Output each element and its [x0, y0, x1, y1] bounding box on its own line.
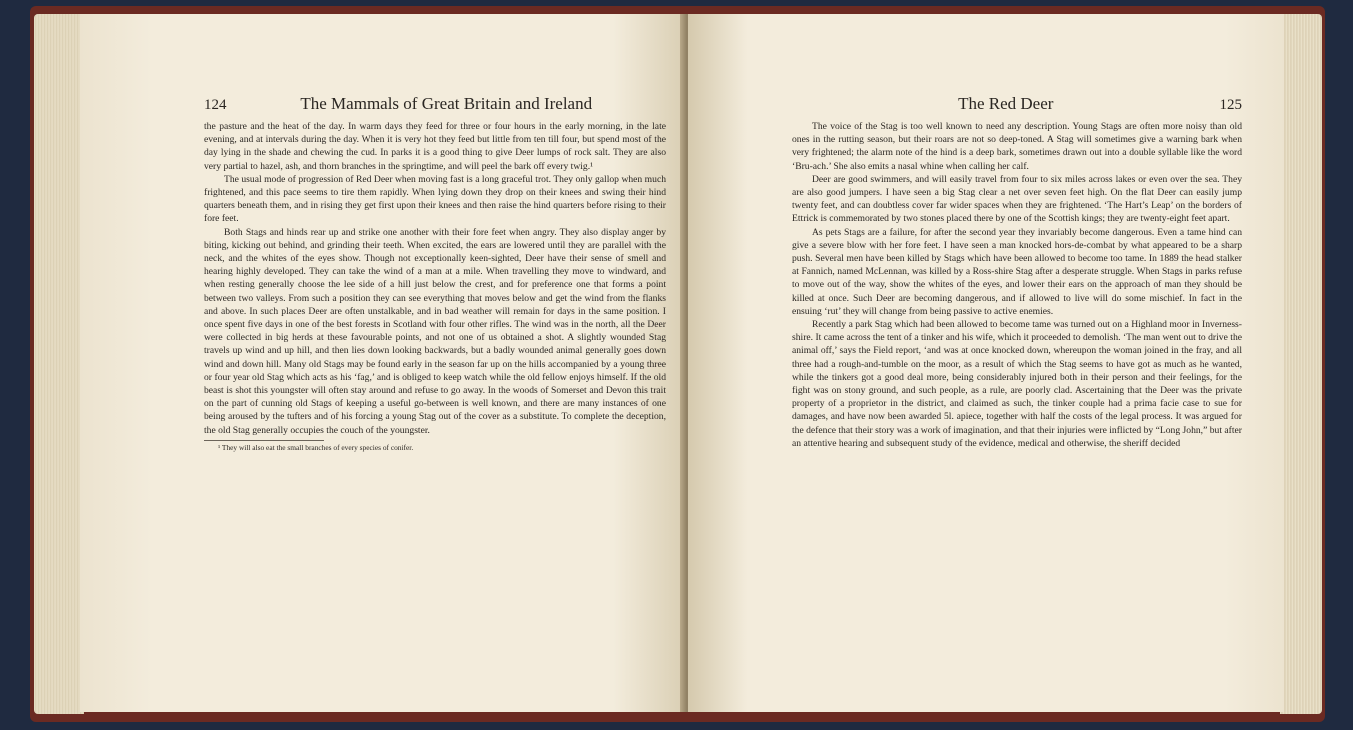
- paragraph: Both Stags and hinds rear up and strike one another with their fore feet when angry. They also display anger by biting, kicking out behind, and grinding their teeth. When excited, the ears are lowered until they are parallel with the neck, and the whites of the eyes show. Though not exceptionally keen-sighted, Deer have their sense of smell and hearing highly developed. They can take the wind of a man at a mile. When travelling they move to windward, and when resting generally choose the lee side of a hill just below the crest, and for preference one that forms a point between two valleys. From such a position they can see everything that moves below and get the wind from the flanks and above. In such places Deer are often unstalkable, and in bad weather will remain for days in the same position. I once spent five days in one of the best forests in Scotland with four other rifles. The wind was in the north, all the Deer were collected in big herds at these favourable points, and not one of us obtained a shot. A slightly wounded Stag travels up wind and up hill, and then lies down looking backwards, but a badly wounded animal generally goes down wind and down hill. Many old Stags may be found early in the season far up on the hills accompanied by a young three or four year old Stag which acts as his ‘fag,’ and is obliged to keep watch while the old fellow enjoys himself. If the old beast is shot this youngster will often stay around and refuse to go away. In the woods of Somerset and Devon this trait on the part of cunning old Stags of keeping a useful go-between is well known, and there are many instances of one being aroused by the tufters and of his forcing a young Stag out of the cover as a substitute. To complete the deception, the old Stag generally occupies the couch of the youngster.: [204, 226, 666, 436]
- footnote: ¹ They will also eat the small branches of every species of conifer.: [218, 442, 414, 452]
- running-head: The Mammals of Great Britain and Ireland: [300, 94, 593, 113]
- paragraph: Recently a park Stag which had been allowed to become tame was turned out on a Highland moor in Inverness-shire. It came across the tent of a tinker and his wife, which it proceeded to demolish. ‘The man went out to drive the animal off,’ says the Field report, ‘and was at once knocked down, whereupon the woman joined in the fray, and all three had a rough-and-tumble on the moor, as a result of which the Stag seems to have got as much as he wanted, while the tinkers got a good deal more, being considerably injured both in their person and their feelings, for the fight was on stony ground, and such people, as a rule, are poorly clad. Ascertaining that the Deer was the private property of a proprietor in the district, and claimed as such, the tinker couple had a prima facie case to sue for damages, and have now been awarded 5l. apiece, together with half the costs of the legal process. It was argued for the defence that their story was a work of imagination, and that their injuries were inflicted by “Long John,” but after an attentive hearing and subsequent study of the evidence, medical and otherwise, the sheriff decided: [792, 319, 1242, 449]
- paragraph: Deer are good swimmers, and will easily travel from four to six miles across lakes or even over the sea. They are also good jumpers. I have seen a big Stag clear a net over seven feet high. On the flat Deer can easily jump twenty feet, and can doubtless cover far wider spaces when they are frightened. ‘The Hart’s Leap’ on the borders of Ettrick is commemorated by two stones placed there by one of the Scottish kings; they are twenty-eight feet apart.: [792, 173, 1242, 225]
- right-page-body: [792, 120, 1242, 450]
- page-edges-left: [34, 14, 84, 714]
- footnote-rule: [204, 440, 324, 441]
- paragraph: the pasture and the heat of the day. In warm days they feed for three or four hours in the early morning, in the late evening, and at intervals during the day. When it is very hot they feed but little from ten till four, but spend most of the day lying in the shade and chewing the cud. In parks it is a good thing to give Deer lumps of rock salt. They are also very partial to hazel, ash, and thorn branches in the springtime, and will peel the bark off every twig.¹: [204, 121, 666, 172]
- page-number: 124: [204, 97, 227, 113]
- page-edges-right: [1280, 14, 1322, 714]
- left-page-body: [204, 120, 666, 437]
- paragraph: The voice of the Stag is too well known to need any description. Young Stags are often more noisy than old ones in the rutting season, but their roars are not so deep-toned. A Stag will sometimes give a warning bark when very frightened; the alarm note of the hind is a deep bark, sometimes drawn out into a double syllable like the word ‘Bru-ach.’ She also emits a nasal whine when calling her calf.: [792, 121, 1242, 172]
- right-page: [688, 14, 1284, 712]
- running-head: The Red Deer: [958, 94, 1054, 113]
- paragraph: As pets Stags are a failure, for after the second year they invariably become dangerous. Even a tame hind can give a severe blow with her fore feet. I have seen a man knocked hors-de-combat by what appeared to be a sharp push. Several men have been killed by Stags which have been allowed to become too tame. In 1889 the head stalker at Fannich, named McLennan, was killed by a Ross-shire Stag after a desperate struggle. When Stags in parks refuse to move out of the way, show the whites of the eyes, and lower their ears on the approach of man they should be killed at once. Such Deer are becoming dangerous, and if allowed to live will do some mischief. In fact in the ensuing ‘rut’ they will change from being passive to active enemies.: [792, 226, 1242, 317]
- page-number: 125: [1219, 97, 1242, 113]
- paragraph: The usual mode of progression of Red Deer when moving fast is a long graceful trot. They only gallop when much frightened, and this pace seems to tire them rapidly. When lying down they drop on their knees and swing their hind quarters beneath them, and in rising they get first upon their knees and then raise the hind quarters before rising to their fore feet.: [204, 173, 666, 225]
- left-page-header: [204, 94, 666, 114]
- right-page-header: [792, 94, 1242, 114]
- left-page: [80, 14, 686, 712]
